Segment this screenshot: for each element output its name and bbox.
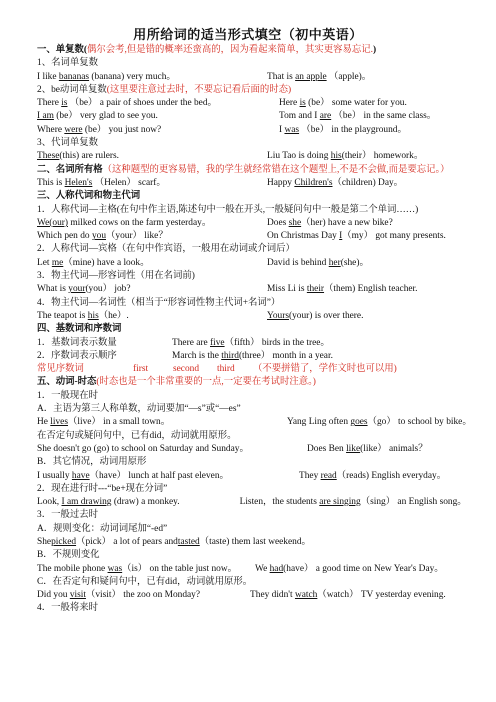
page-title: 用所给词的适当形式填空（初中英语） (133, 27, 363, 42)
paragraph: 2．人称代词—宾格（在句中作宾语，一般用在动词或介词后） (37, 244, 295, 255)
example-line: Did you visit（visit） the zoo on Monday? They didn't watch（watch） TV yesterday evening. (37, 590, 446, 601)
heading-note: （这种题型的更容易错，我的学生就经常错在这个题型上,不是不会做,而是要忘记。） (102, 164, 450, 175)
example-line: Where were (be） you just now? I was （be） in the playground。 (37, 124, 407, 135)
example-line: I usually have（have） lunch at half past eleven。 They read（reads) English everyday。 (37, 470, 447, 481)
example-line: Look, I am drawing (draw) a monkey. Listen，the students are singing（sing） an English song。 (37, 497, 467, 508)
example-line: The mobile phone was（is） on the table just now。 We had(have） a good time on New Year's Day。 (37, 563, 444, 574)
section-3-heading: 三、人称代词和物主代词 (37, 191, 141, 202)
paragraph: C．在否定句和疑问句中，已有did，动词就用原形。 (37, 576, 253, 587)
example-line: He lives（live） in a small town。 Yang Ling often goes（go） to school by bike。 (37, 417, 472, 428)
subheading: 3、代词单复数 (37, 138, 98, 149)
example-line: Which pen do you（your） like？ On Christmas Day I（my） got many presents. (37, 231, 446, 242)
example-line: 2．序数词表示顺序 March is the third(three） month in a year. (37, 350, 333, 361)
example-line: There is （be） a pair of shoes under the bed。 Here is (be） some water for you. (37, 98, 407, 109)
example-line: These(this) are rulers. Liu Tao is doing his(their） homework。 (37, 151, 424, 162)
paragraph: 3．一般过去时 (37, 510, 98, 521)
note-text: (这里要注意过去时，不要忘记看后面的时态) (106, 84, 292, 95)
subheading: 2、be动词单复数 (这里要注意过去时，不要忘记看后面的时态) (37, 84, 473, 97)
paragraph: B．其它情况，动词用原形 (37, 457, 147, 468)
heading-text: 一、单复数( (37, 45, 87, 55)
subheading: 1、名词单复数 (37, 58, 98, 69)
ordinal-list: 常见序数词 first second third （不要拼错了，学作文时也可以用) (37, 364, 397, 375)
example-line: She doesn't go (go) to school on Saturday and Sunday。 Does Ben like(like） animals？ (37, 443, 428, 454)
paragraph: 2．现在进行时---“be+现在分词” (37, 483, 168, 494)
paragraph: 1．一般现在时 (37, 390, 98, 401)
document-body (37, 44, 473, 616)
section-1-heading (37, 44, 473, 57)
example-line: The teapot is his（he）. Yours(your) is over there. (37, 310, 364, 321)
section-4-heading: 四、基数词和序数词 (37, 324, 122, 335)
paragraph: 3．物主代词—形容词性（用在名词前) (37, 271, 195, 282)
example-line: She picked （pick） a lot of pears and tasted （taste) them last weekend。 (37, 536, 311, 547)
answer-text: an apple (295, 71, 327, 82)
heading-note: 偶尔会考,但是错的概率还蛮高的，因为看起来简单，其实更容易忘记. (87, 45, 373, 55)
paragraph: B．不规则变化 (37, 550, 100, 561)
paragraph: 在否定句或疑问句中，已有did，动词就用原形。 (37, 430, 237, 441)
example-line: This is Helen's （Helen） scarf。 Happy Children's（children) Day。 (37, 177, 404, 188)
heading-tail: ) (372, 45, 377, 55)
example-line: I am (be） very glad to see you. Tom and I are （be） in the same class。 (37, 111, 437, 122)
example-line: We(our) milked cows on the farm yesterday。 Does she（her) have a new bike? (37, 217, 393, 228)
answer-text: bananas (58, 71, 90, 82)
example-line: I like bananas (banana) very much。 That is an apple （apple)。 (37, 71, 372, 82)
example-line: 1．基数词表示数量 There are five（fifth） birds in the tree。 (37, 337, 330, 348)
example-line: What is your(you） job? Miss Li is their（them) English teacher. (37, 284, 418, 295)
section-2-heading: 二、名词所有格（这种题型的更容易错，我的学生就经常错在这个题型上,不是不会做,而是要忘记。） (37, 164, 450, 175)
paragraph: 1．人称代词—主格(在句中作主语,陈述句中一般在开头,一般疑问句中一般是第二个单词……) (37, 204, 419, 215)
section-5-heading: 五、动词-时态 (时态也是一个非常重要的一点,一定要在考试时注意。) (37, 376, 473, 389)
heading-note: (时态也是一个非常重要的一点,一定要在考试时注意。) (96, 377, 316, 388)
paragraph: 4．物主代词—名词性（相当于“形容词性物主代词+名词”） (37, 297, 281, 308)
paragraph: A．主语为第三人称单数，动词要加“—s”或“—es” (37, 404, 241, 415)
paragraph: 4．一般将来时 (37, 603, 98, 614)
paragraph: A．规则变化：动词词尾加“-ed” (37, 523, 168, 534)
example-line: Let me（mine) have a look。 David is behind her(she)。 (37, 257, 369, 268)
